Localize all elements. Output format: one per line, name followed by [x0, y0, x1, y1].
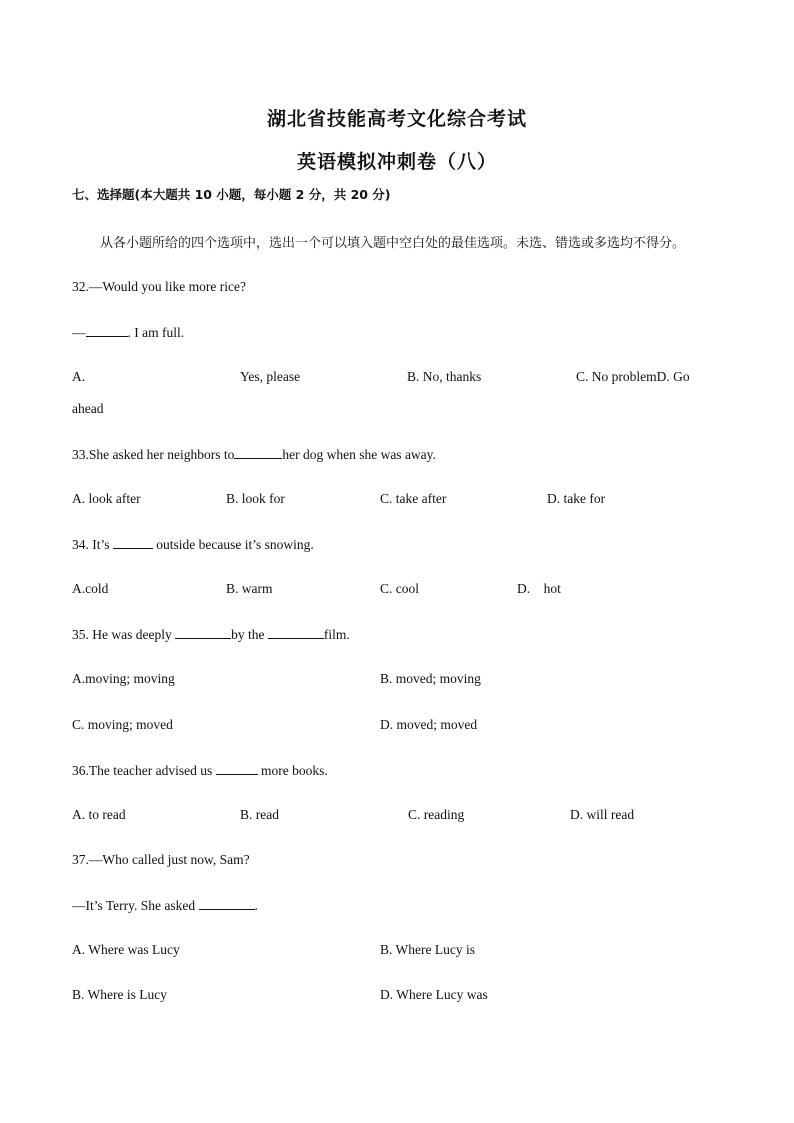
question-32-option-a: A.	[72, 369, 86, 384]
answer-blank-1	[175, 626, 231, 639]
question-33-option-a: A. look after	[72, 491, 141, 506]
stem-prefix: 36.The teacher advised us	[72, 763, 216, 778]
question-35-stem	[72, 626, 350, 643]
question-34-option-a: A.cold	[72, 581, 109, 596]
stem-suffix: more books.	[257, 763, 328, 778]
section-heading: 七、选择题(本大题共 10 小题，每小题 2 分，共 20 分)	[72, 187, 391, 202]
stem-suffix: outside because it’s snowing.	[152, 537, 314, 552]
question-36-option-b: B. read	[240, 807, 279, 822]
stem-prefix: 33.She asked her neighbors to	[72, 447, 235, 462]
question-37-option-b: B. Where Lucy is	[380, 942, 475, 957]
question-34-option-c: C. cool	[380, 581, 419, 596]
answer-blank	[199, 897, 255, 910]
exam-subtitle: 英语模拟冲刺卷（八）	[296, 151, 497, 173]
answer-blank	[234, 446, 282, 459]
question-32-option-b: B. No, thanks	[407, 369, 482, 384]
question-36-option-a: A. to read	[72, 807, 126, 822]
answer-blank	[86, 324, 128, 337]
answer-blank	[113, 536, 153, 549]
exam-title: 湖北省技能高考文化综合考试	[266, 108, 527, 130]
stem-middle: by the	[231, 627, 268, 642]
question-37-option-a: A. Where was Lucy	[72, 942, 180, 957]
question-35-option-b: B. moved; moving	[380, 671, 481, 686]
reply-prefix: —It’s Terry. She asked	[72, 898, 199, 913]
stem-prefix: 35. He was deeply	[72, 627, 176, 642]
question-35-option-c: C. moving; moved	[72, 717, 173, 732]
question-32-reply	[72, 324, 184, 341]
question-34-option-d: D. hot	[517, 581, 561, 596]
question-35-option-a: A.moving; moving	[72, 671, 175, 686]
question-33-option-b: B. look for	[226, 491, 285, 506]
reply-suffix: . I am full.	[127, 325, 185, 340]
reply-prefix: —	[72, 325, 86, 340]
stem-suffix: film.	[323, 627, 350, 642]
question-32-option-wrap: ahead	[72, 401, 104, 416]
question-36-option-c: C. reading	[408, 807, 465, 822]
question-37-stem: 37.—Who called just now, Sam?	[72, 852, 250, 867]
answer-blank-2	[268, 626, 324, 639]
question-32-stem: 32.—Would you like more rice?	[72, 279, 246, 294]
question-32-option-a-text: Yes, please	[240, 369, 301, 384]
question-35-option-d: D. moved; moved	[380, 717, 478, 732]
section-instruction: 从各小题所给的四个选项中，选出一个可以填入题中空白处的最佳选项。未选、错选或多选均不得分。	[100, 236, 686, 251]
reply-suffix: .	[254, 898, 258, 913]
answer-blank	[216, 762, 258, 775]
question-36-option-d: D. will read	[570, 807, 635, 822]
question-33-option-c: C. take after	[380, 491, 447, 506]
question-37-option-c: B. Where is Lucy	[72, 987, 167, 1002]
stem-prefix: 34. It’s	[72, 537, 110, 552]
question-37-option-d: D. Where Lucy was	[380, 987, 488, 1002]
question-37-reply	[72, 897, 258, 914]
question-33-option-d: D. take for	[547, 491, 606, 506]
stem-suffix: her dog when she was away.	[282, 447, 436, 462]
question-34-stem	[72, 536, 314, 553]
question-34-option-b: B. warm	[226, 581, 273, 596]
question-33-stem	[72, 446, 436, 463]
question-36-stem	[72, 762, 328, 779]
question-32-option-c: C. No problemD. Go	[576, 369, 690, 384]
